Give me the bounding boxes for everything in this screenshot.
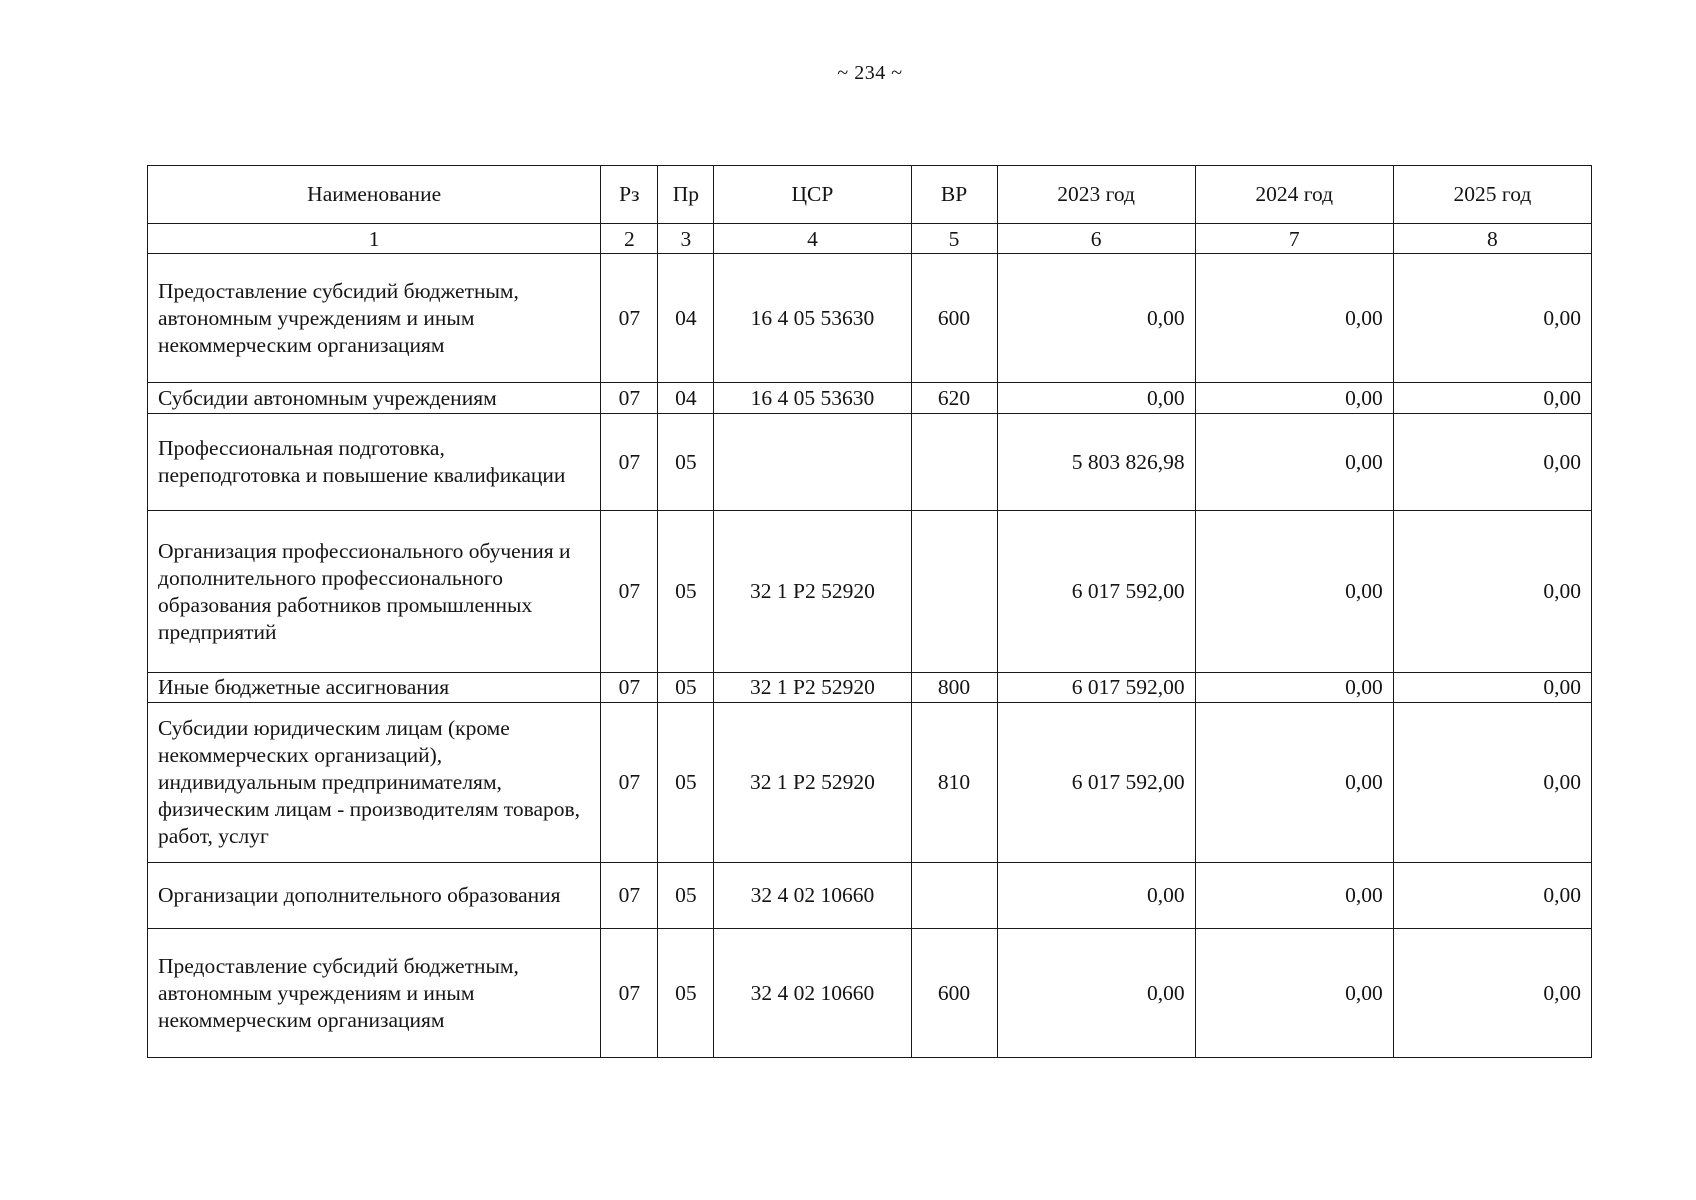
column-number: 8 <box>1393 224 1591 254</box>
row-2023: 0,00 <box>997 863 1195 929</box>
row-pr: 04 <box>658 383 714 414</box>
row-2023: 0,00 <box>997 254 1195 383</box>
row-2024: 0,00 <box>1195 383 1393 414</box>
row-name: Организация профессионального обучения и дополнительного профессионального образования работников промышленных предприятий <box>148 511 601 673</box>
column-number: 2 <box>601 224 658 254</box>
row-2023: 5 803 826,98 <box>997 414 1195 511</box>
row-vr: 600 <box>911 254 997 383</box>
header-rz: Рз <box>601 166 658 224</box>
row-csr: 32 4 02 10660 <box>714 929 911 1058</box>
row-csr: 32 4 02 10660 <box>714 863 911 929</box>
header-name: Наименование <box>148 166 601 224</box>
budget-table <box>147 165 1592 1058</box>
column-number: 6 <box>997 224 1195 254</box>
row-2025: 0,00 <box>1393 863 1591 929</box>
page-number: ~ 234 ~ <box>837 62 903 84</box>
row-rz: 07 <box>601 863 658 929</box>
table-row <box>148 673 1592 703</box>
row-2025: 0,00 <box>1393 929 1591 1058</box>
table-row <box>148 414 1592 511</box>
row-csr <box>714 414 911 511</box>
table-row <box>148 929 1592 1058</box>
table-row <box>148 383 1592 414</box>
header-2024: 2024 год <box>1195 166 1393 224</box>
header-2025: 2025 год <box>1393 166 1591 224</box>
row-name: Субсидии юридическим лицам (кроме некоммерческих организаций), индивидуальным предпринимателям, физическим лицам - производителям товаров, работ, услуг <box>148 703 601 863</box>
header-vr: ВР <box>911 166 997 224</box>
column-number: 5 <box>911 224 997 254</box>
row-csr: 32 1 P2 52920 <box>714 511 911 673</box>
row-csr: 32 1 P2 52920 <box>714 673 911 703</box>
row-csr: 16 4 05 53630 <box>714 383 911 414</box>
header-2023: 2023 год <box>997 166 1195 224</box>
row-2024: 0,00 <box>1195 703 1393 863</box>
row-name: Иные бюджетные ассигнования <box>148 673 601 703</box>
row-vr <box>911 511 997 673</box>
row-csr: 32 1 P2 52920 <box>714 703 911 863</box>
row-rz: 07 <box>601 383 658 414</box>
row-2025: 0,00 <box>1393 254 1591 383</box>
table-row <box>148 863 1592 929</box>
row-2023: 6 017 592,00 <box>997 511 1195 673</box>
row-pr: 05 <box>658 673 714 703</box>
row-csr: 16 4 05 53630 <box>714 254 911 383</box>
row-pr: 04 <box>658 254 714 383</box>
header-pr: Пр <box>658 166 714 224</box>
row-pr: 05 <box>658 511 714 673</box>
row-rz: 07 <box>601 254 658 383</box>
table-row <box>148 254 1592 383</box>
row-2025: 0,00 <box>1393 511 1591 673</box>
row-rz: 07 <box>601 414 658 511</box>
row-pr: 05 <box>658 863 714 929</box>
row-vr: 600 <box>911 929 997 1058</box>
row-pr: 05 <box>658 703 714 863</box>
row-vr <box>911 863 997 929</box>
row-2024: 0,00 <box>1195 929 1393 1058</box>
row-2024: 0,00 <box>1195 673 1393 703</box>
column-number: 7 <box>1195 224 1393 254</box>
row-pr: 05 <box>658 414 714 511</box>
row-2023: 0,00 <box>997 929 1195 1058</box>
row-2024: 0,00 <box>1195 414 1393 511</box>
row-name: Профессиональная подготовка, переподготовка и повышение квалификации <box>148 414 601 511</box>
row-name: Субсидии автономным учреждениям <box>148 383 601 414</box>
row-vr <box>911 414 997 511</box>
table-row <box>148 703 1592 863</box>
row-2025: 0,00 <box>1393 703 1591 863</box>
row-2025: 0,00 <box>1393 383 1591 414</box>
row-2023: 6 017 592,00 <box>997 703 1195 863</box>
row-rz: 07 <box>601 673 658 703</box>
row-2025: 0,00 <box>1393 414 1591 511</box>
column-number: 1 <box>148 224 601 254</box>
row-vr: 810 <box>911 703 997 863</box>
table-row <box>148 511 1592 673</box>
row-rz: 07 <box>601 929 658 1058</box>
row-name: Организации дополнительного образования <box>148 863 601 929</box>
header-csr: ЦСР <box>714 166 911 224</box>
row-pr: 05 <box>658 929 714 1058</box>
row-rz: 07 <box>601 511 658 673</box>
row-2024: 0,00 <box>1195 511 1393 673</box>
row-2024: 0,00 <box>1195 254 1393 383</box>
row-vr: 620 <box>911 383 997 414</box>
row-2023: 0,00 <box>997 383 1195 414</box>
row-name: Предоставление субсидий бюджетным, автономным учреждениям и иным некоммерческим организациям <box>148 254 601 383</box>
table-header-row <box>148 166 1592 224</box>
row-name: Предоставление субсидий бюджетным, автономным учреждениям и иным некоммерческим организациям <box>148 929 601 1058</box>
row-rz: 07 <box>601 703 658 863</box>
column-number: 3 <box>658 224 714 254</box>
row-2024: 0,00 <box>1195 863 1393 929</box>
row-2023: 6 017 592,00 <box>997 673 1195 703</box>
row-vr: 800 <box>911 673 997 703</box>
column-number: 4 <box>714 224 911 254</box>
column-number-row <box>148 224 1592 254</box>
row-2025: 0,00 <box>1393 673 1591 703</box>
